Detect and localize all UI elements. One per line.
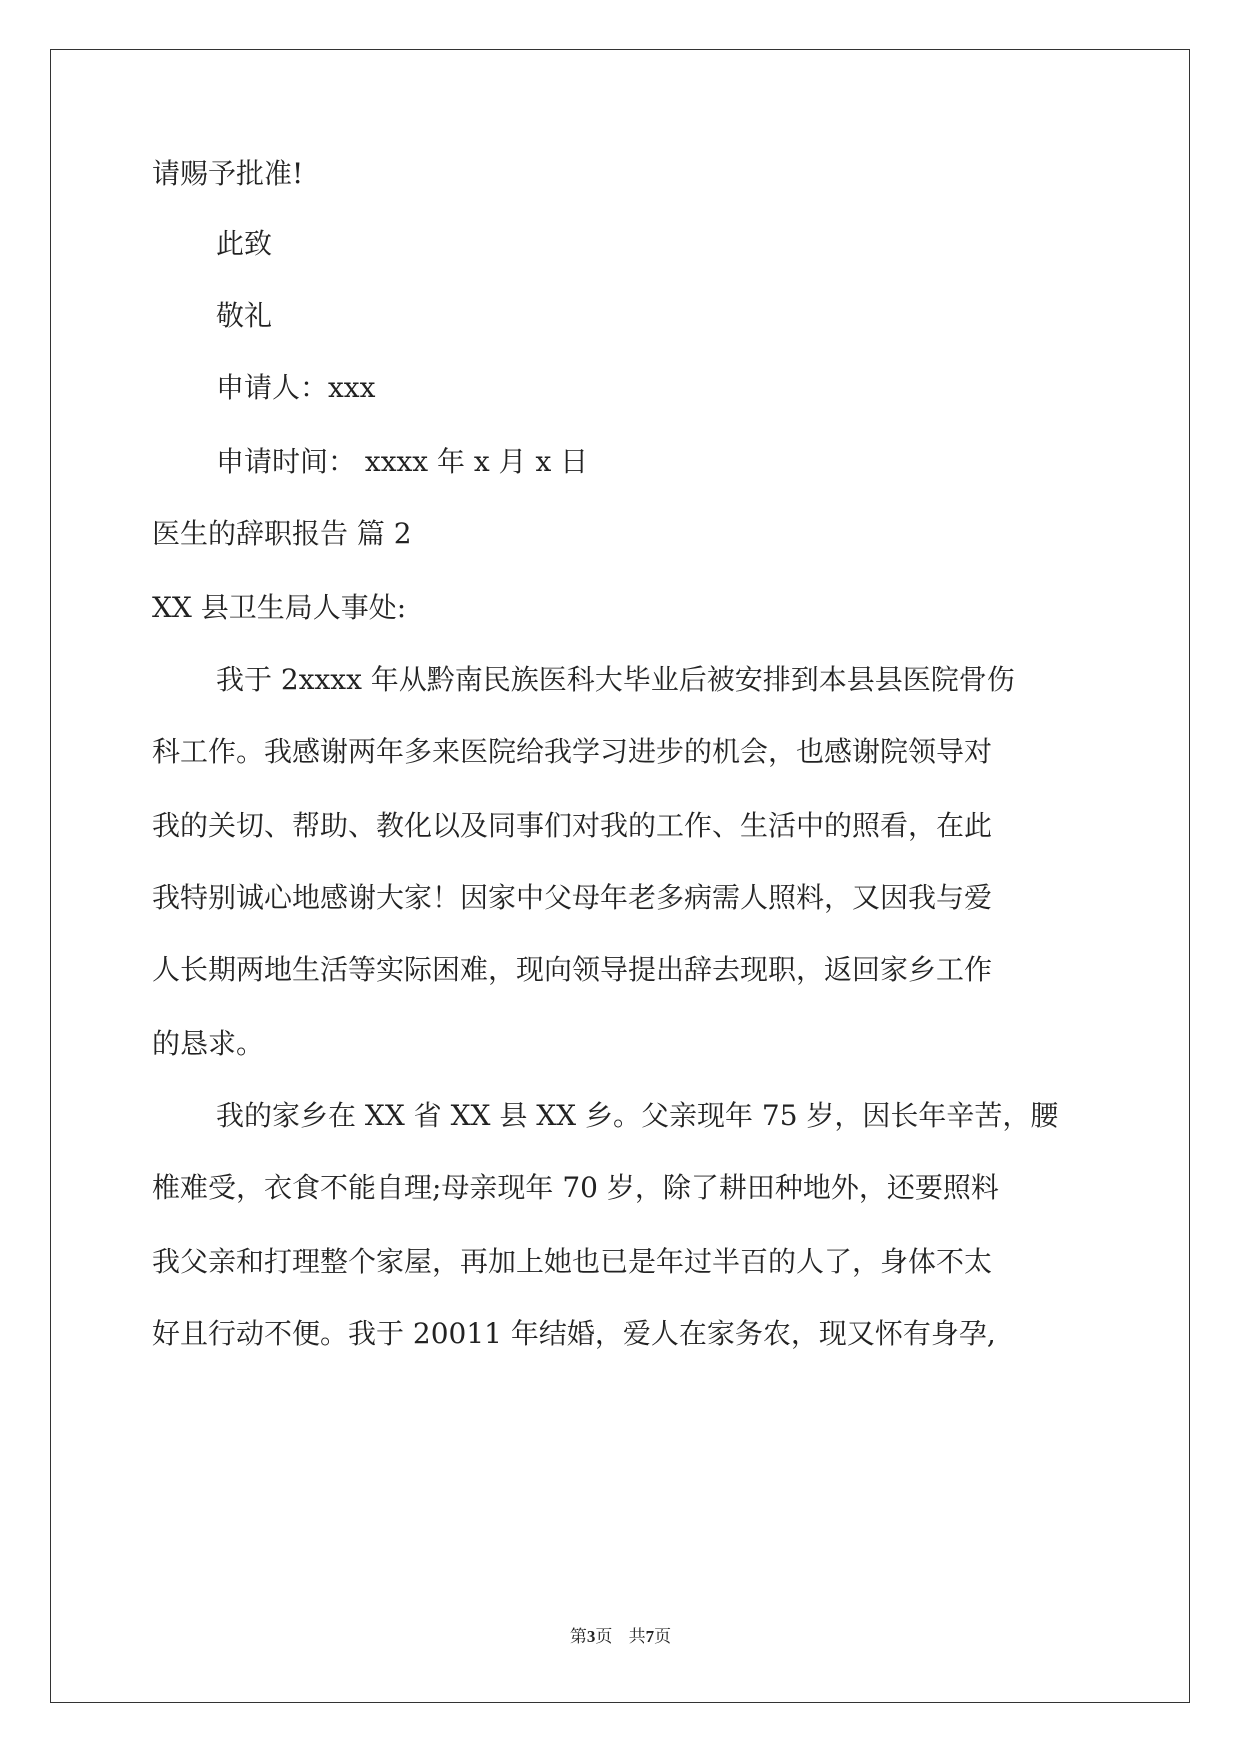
recipient-line: XX 县卫生局人事处:: [152, 591, 407, 624]
current-page-number: 3: [586, 1627, 596, 1646]
text-line: 我特别诚心地感谢大家！因家中父母年老多病需人照料，又因我与爱: [152, 881, 993, 914]
page-footer: [0, 1622, 1241, 1647]
section-heading: 医生的辞职报告 篇 2: [152, 517, 412, 550]
text-line: 的恳求。: [152, 1027, 265, 1060]
total-page-number: 7: [645, 1627, 655, 1646]
text-line: 好且行动不便。我于 20011 年结婚，爱人在家务农，现又怀有身孕,: [152, 1317, 996, 1350]
text-line: 人长期两地生活等实际困难，现向领导提出辞去现职，返回家乡工作: [152, 953, 993, 986]
footer-mid: 页 共: [595, 1627, 646, 1647]
text-line: 此致: [216, 227, 273, 260]
text-line: 科工作。我感谢两年多来医院给我学习进步的机会，也感谢院领导对: [152, 735, 993, 768]
footer-prefix: 第: [569, 1627, 587, 1647]
text-line: 我于 2xxxx 年从黔南民族医科大毕业后被安排到本县县医院骨伤: [216, 663, 1015, 696]
text-line: 敬礼: [216, 299, 273, 332]
text-line: 我父亲和打理整个家屋，再加上她也已是年过半百的人了，身体不太: [152, 1245, 993, 1278]
text-line: 椎难受，衣食不能自理;母亲现年 70 岁，除了耕田种地外，还要照料: [152, 1171, 999, 1204]
text-line: 我的家乡在 XX 省 XX 县 XX 乡。父亲现年 75 岁，因长年辛苦，腰: [216, 1099, 1059, 1132]
text-line: 申请人：xxx: [216, 371, 376, 404]
text-line: 申请时间： xxxx 年 x 月 x 日: [216, 445, 589, 478]
footer-suffix: 页: [654, 1627, 672, 1647]
text-line: 我的关切、帮助、教化以及同事们对我的工作、生活中的照看，在此: [152, 809, 993, 842]
text-line: 请赐予批准!: [152, 157, 304, 190]
